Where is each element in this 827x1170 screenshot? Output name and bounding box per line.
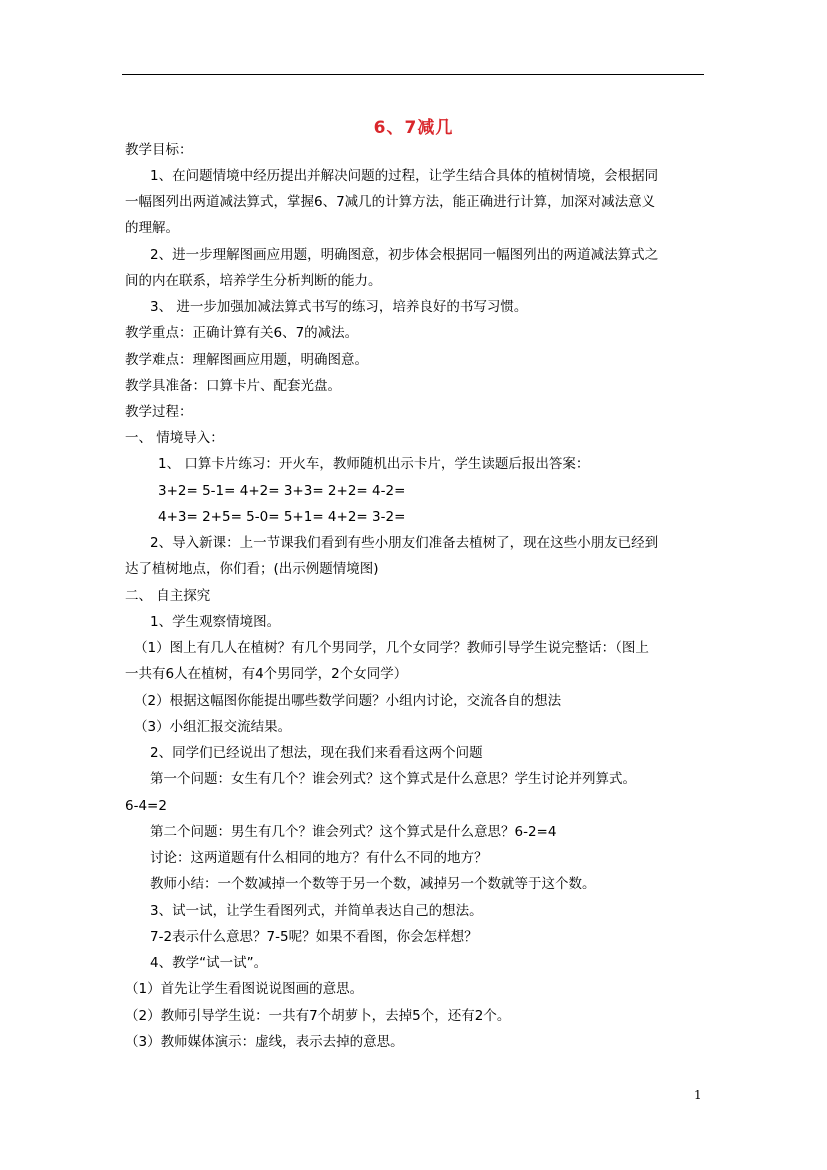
document-title: 6、7减几 [373, 118, 454, 138]
text-line: 教学重点：正确计算有关6、7的减法。 [125, 325, 359, 341]
text-line: 1、在问题情境中经历提出并解决问题的过程，让学生结合具体的植树情境，会根据同 [150, 168, 659, 184]
text-line: 6-4=2 [125, 798, 167, 814]
text-line: 一共有6人在植树，有4个男同学，2个女同学） [125, 666, 408, 682]
text-line: 2、同学们已经说出了想法，现在我们来看看这两个问题 [150, 745, 483, 761]
header-rule [122, 74, 704, 75]
text-line: 一、 情境导入： [125, 430, 224, 446]
text-line: 教学过程： [125, 404, 193, 420]
text-line: 第二个问题：男生有几个？谁会列式？这个算式是什么意思？6-2=4 [150, 824, 557, 840]
text-line: 的理解。 [125, 220, 179, 236]
text-line: 教学难点：理解图画应用题，明确图意。 [125, 352, 368, 368]
text-line: 2、导入新课：上一节课我们看到有些小朋友们准备去植树了，现在这些小朋友已经到 [150, 535, 659, 551]
text-line: 讨论：这两道题有什么相同的地方？有什么不同的地方？ [150, 850, 488, 866]
text-line: 二、 自主探究 [125, 588, 211, 604]
text-line: 1、 口算卡片练习：开火车，教师随机出示卡片，学生读题后报出答案： [158, 456, 590, 472]
text-line: 2、进一步理解图画应用题，明确图意，初步体会根据同一幅图列出的两道减法算式之 [150, 247, 659, 263]
text-line: 间的内在联系，培养学生分析判断的能力。 [125, 273, 382, 289]
text-line: 7-2表示什么意思？7-5呢？如果不看图，你会怎样想？ [150, 929, 478, 945]
text-line: 1、学生观察情境图。 [150, 614, 281, 630]
text-line: 教师小结：一个数减掉一个数等于另一个数，减掉另一个数就等于这个数。 [150, 876, 596, 892]
text-line: 达了植树地点，你们看；(出示例题情境图) [125, 561, 379, 577]
text-line: 第一个问题：女生有几个？谁会列式？这个算式是什么意思？学生讨论并列算式。 [150, 771, 636, 787]
text-line: （1）首先让学生看图说说图画的意思。 [125, 981, 364, 997]
text-line: 3、试一试，让学生看图列式，并简单表达自己的想法。 [150, 903, 483, 919]
text-line: 4+3= 2+5= 5-0= 5+1= 4+2= 3-2= [158, 509, 406, 525]
page-number: 1 [694, 1088, 702, 1102]
text-line: 3+2= 5-1= 4+2= 3+3= 2+2= 4-2= [158, 483, 406, 499]
text-line: （1）图上有几人在植树？有几个男同学，几个女同学？教师引导学生说完整话：（图上 [134, 640, 649, 656]
text-line: 一幅图列出两道减法算式，掌握6、7减几的计算方法，能正确进行计算，加深对减法意义 [125, 194, 656, 210]
text-line: 4、教学“试一试”。 [150, 955, 268, 971]
text-line: （2）教师引导学生说：一共有7个胡萝卜，去掉5个，还有2个。 [125, 1008, 511, 1024]
text-line: （3）教师媒体演示：虚线，表示去掉的意思。 [125, 1034, 404, 1050]
text-line: 教学具准备：口算卡片、配套光盘。 [125, 378, 341, 394]
text-line: （2）根据这幅图你能提出哪些数学问题？小组内讨论，交流各自的想法 [134, 693, 562, 709]
text-line: 3、 进一步加强加减法算式书写的练习，培养良好的书写习惯。 [150, 299, 528, 315]
text-line: （3）小组汇报交流结果。 [134, 719, 292, 735]
text-line: 教学目标： [125, 142, 193, 158]
